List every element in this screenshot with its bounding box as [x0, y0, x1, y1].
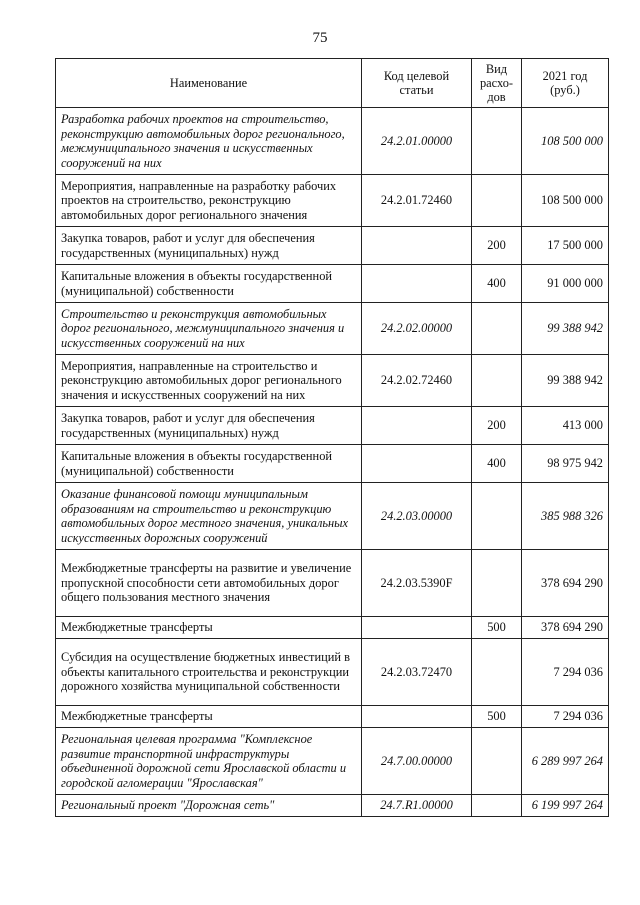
table-row	[56, 639, 609, 706]
cell-name: Региональный проект "Дорожная сеть"	[56, 795, 362, 817]
cell-type: 400	[472, 265, 522, 303]
cell-sum: 91 000 000	[522, 265, 609, 303]
cell-type: 200	[472, 227, 522, 265]
cell-name: Закупка товаров, работ и услуг для обеспечения государственных (муниципальных) нужд	[56, 227, 362, 265]
header-code: Код целевой статьи	[362, 59, 472, 108]
cell-name: Закупка товаров, работ и услуг для обеспечения государственных (муниципальных) нужд	[56, 407, 362, 445]
cell-name: Субсидия на осуществление бюджетных инвестиций в объекты капитального строительства и реконструкции дорожного хозяйства муниципальной собственности	[56, 639, 362, 706]
cell-sum: 378 694 290	[522, 550, 609, 617]
table-row	[56, 407, 609, 445]
cell-code	[362, 617, 472, 639]
cell-code	[362, 227, 472, 265]
cell-name: Строительство и реконструкция автомобильных дорог регионального, межмуниципального значения и искусственных сооружений на них	[56, 303, 362, 355]
cell-type	[472, 303, 522, 355]
cell-sum: 108 500 000	[522, 175, 609, 227]
cell-type	[472, 639, 522, 706]
cell-code: 24.7.R1.00000	[362, 795, 472, 817]
table-row	[56, 617, 609, 639]
cell-type	[472, 175, 522, 227]
cell-code: 24.2.01.72460	[362, 175, 472, 227]
cell-sum: 99 388 942	[522, 355, 609, 407]
cell-name: Мероприятия, направленные на разработку рабочих проектов на строительство, реконструкцию автомобильных дорог регионального значения	[56, 175, 362, 227]
cell-name: Капитальные вложения в объекты государственной (муниципальной) собственности	[56, 265, 362, 303]
cell-name: Межбюджетные трансферты на развитие и увеличение пропускной способности сети автомобильных дорог общего пользования местного значения	[56, 550, 362, 617]
cell-code: 24.2.02.72460	[362, 355, 472, 407]
cell-code: 24.7.00.00000	[362, 728, 472, 795]
table-header-row	[56, 59, 609, 108]
header-type: Вид расхо-дов	[472, 59, 522, 108]
cell-name: Мероприятия, направленные на строительство и реконструкцию автомобильных дорог регионального значения и искусственных сооружений на них	[56, 355, 362, 407]
cell-type: 500	[472, 706, 522, 728]
cell-sum: 413 000	[522, 407, 609, 445]
cell-name: Оказание финансовой помощи муниципальным образованиям на строительство и реконструкцию автомобильных дорог местного значения, уникальных искусственных дорожных сооружений	[56, 483, 362, 550]
cell-code	[362, 445, 472, 483]
table-row	[56, 227, 609, 265]
cell-type	[472, 355, 522, 407]
table-row	[56, 265, 609, 303]
cell-sum: 17 500 000	[522, 227, 609, 265]
cell-type	[472, 108, 522, 175]
cell-type	[472, 795, 522, 817]
table-row	[56, 728, 609, 795]
cell-sum: 99 388 942	[522, 303, 609, 355]
table-row	[56, 483, 609, 550]
header-sum: 2021 год (руб.)	[522, 59, 609, 108]
cell-type	[472, 728, 522, 795]
table-row	[56, 795, 609, 817]
cell-code: 24.2.03.00000	[362, 483, 472, 550]
cell-name: Разработка рабочих проектов на строительство, реконструкцию автомобильных дорог регионального, межмуниципального значения и искусственных сооружений на них	[56, 108, 362, 175]
cell-sum: 108 500 000	[522, 108, 609, 175]
cell-sum: 98 975 942	[522, 445, 609, 483]
table-body	[56, 108, 609, 817]
cell-name: Региональная целевая программа "Комплексное развитие транспортной инфраструктуры объединенной дорожной сети Ярославской области и городской агломерации "Ярославская"	[56, 728, 362, 795]
cell-sum: 7 294 036	[522, 639, 609, 706]
cell-type	[472, 483, 522, 550]
cell-name: Межбюджетные трансферты	[56, 706, 362, 728]
cell-code: 24.2.01.00000	[362, 108, 472, 175]
cell-code	[362, 706, 472, 728]
table-row	[56, 445, 609, 483]
table-row	[56, 550, 609, 617]
cell-sum: 7 294 036	[522, 706, 609, 728]
cell-sum: 378 694 290	[522, 617, 609, 639]
cell-type: 400	[472, 445, 522, 483]
cell-name: Межбюджетные трансферты	[56, 617, 362, 639]
cell-name: Капитальные вложения в объекты государственной (муниципальной) собственности	[56, 445, 362, 483]
cell-type	[472, 550, 522, 617]
cell-sum: 6 289 997 264	[522, 728, 609, 795]
table-row	[56, 303, 609, 355]
cell-sum: 385 988 326	[522, 483, 609, 550]
table-row	[56, 355, 609, 407]
cell-code	[362, 265, 472, 303]
table-row	[56, 175, 609, 227]
page-number: 75	[312, 30, 328, 46]
header-name: Наименование	[56, 59, 362, 108]
budget-table	[55, 58, 609, 817]
cell-code: 24.2.03.5390F	[362, 550, 472, 617]
cell-code	[362, 407, 472, 445]
cell-code: 24.2.03.72470	[362, 639, 472, 706]
cell-type: 500	[472, 617, 522, 639]
cell-code: 24.2.02.00000	[362, 303, 472, 355]
cell-type: 200	[472, 407, 522, 445]
table-row	[56, 706, 609, 728]
cell-sum: 6 199 997 264	[522, 795, 609, 817]
table-row	[56, 108, 609, 175]
